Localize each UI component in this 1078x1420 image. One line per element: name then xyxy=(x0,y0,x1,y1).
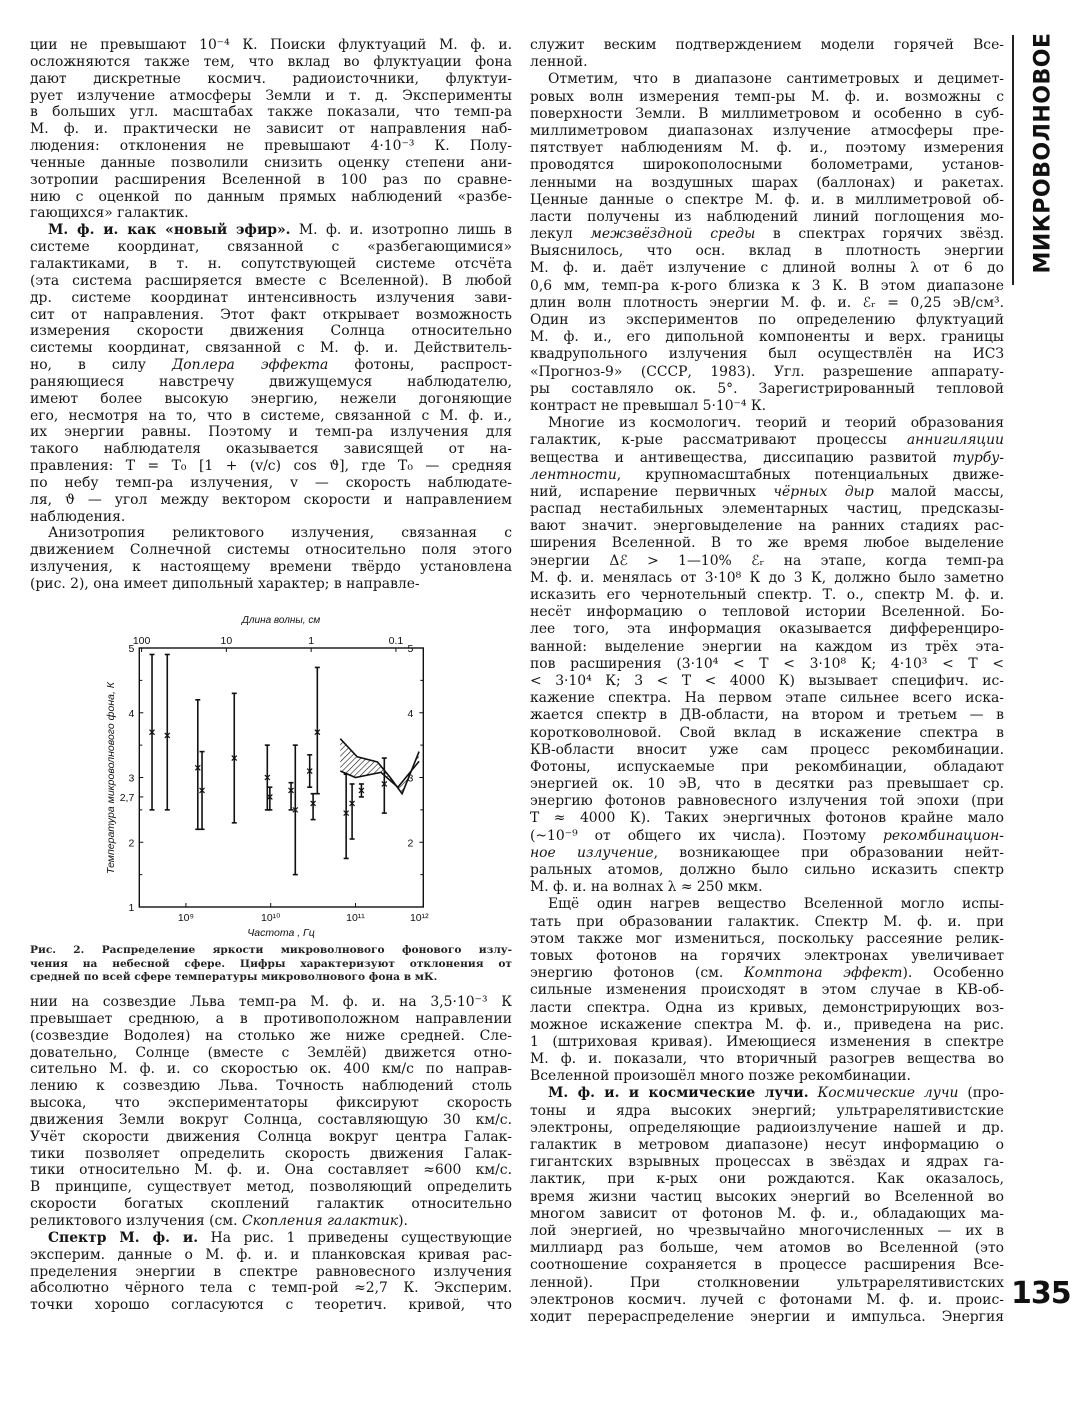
text-line: коротковолновой. Свой вклад в искажение спектра в xyxy=(530,724,1004,741)
text-line: Отметим, что в диапазоне сантиметровых и децимет- xyxy=(548,71,1004,88)
paragraph xyxy=(530,415,1004,896)
bold-heading: М. ф. и. и космические лучи. xyxy=(548,1085,809,1102)
x-tick-label: 10¹¹ xyxy=(346,912,365,924)
text-line: др. системе координат интенсивность излучения зави- xyxy=(30,289,512,306)
text-line: сит от направления. Этот факт открывает возможность xyxy=(30,306,512,323)
text-line: время жизни частиц высоких энергий во Вселенной во xyxy=(530,1188,1004,1205)
text-line: Многие из космологич. теорий и теорий образования xyxy=(548,415,1004,432)
text-line: лой энергией, но чрезвычайно многочисленных — их в xyxy=(530,1222,1004,1239)
text-line: движением Солнечной системы относительно поля этого xyxy=(30,542,512,559)
text-line: ровых волн измерения темп-ры М. ф. и. возможны с xyxy=(530,88,1004,105)
text-line: (созвездие Водолея) на столько же ниже средней. Сле- xyxy=(30,1027,512,1044)
text-line: их энергии равны. Поэтому и темп-ра излучения для xyxy=(30,424,512,441)
text-line: ленной. xyxy=(530,54,588,71)
text-line: ченные данные позволили снизить оценку степени ани- xyxy=(30,154,512,171)
paragraph xyxy=(30,994,512,1230)
x-tick-label: 10⁹ xyxy=(177,912,195,924)
text-line: системы координат, связанной с М. ф. и. Действитель- xyxy=(30,340,512,357)
text-line xyxy=(30,1230,512,1247)
bold-heading: Рис. 2. xyxy=(30,944,85,956)
top-tick-label: 10 xyxy=(220,635,233,647)
text-run: ). xyxy=(398,1212,408,1229)
paragraph xyxy=(530,1085,1004,1326)
paragraph xyxy=(30,525,512,592)
text-line xyxy=(30,222,512,239)
text-run: ний, испарение первичных xyxy=(530,483,774,500)
text-line: этом также мог измениться, поскольку рассеяние релик- xyxy=(530,930,1004,947)
text-run: ). Особенно xyxy=(902,965,1004,982)
text-line xyxy=(530,484,1004,501)
x-tick-label: 10¹² xyxy=(409,912,429,924)
text-run: Распределение яркости микроволнового фонового излу- xyxy=(84,944,512,956)
text-line: миллиметровом диапазонах излучение атмосферы пре- xyxy=(530,122,1004,139)
text-line: жается спектр в ДВ-области, на втором и третьем — в xyxy=(530,707,1004,724)
paragraph xyxy=(30,222,512,525)
paragraph xyxy=(30,37,512,222)
text-line: Вселенной произошёл много позже рекомбинации. xyxy=(530,1068,911,1085)
right-y-tick-label: 2 xyxy=(407,837,414,850)
text-run: в спектрах горячих звёзд. xyxy=(755,226,1004,243)
text-line: М. ф. и. практически не зависит от направления наб- xyxy=(30,121,512,138)
text-line: довательно, Солнце (вместе с Землёй) движется отно- xyxy=(30,1044,512,1061)
text-line: галактиками, в т. н. сопутствующей системе отсчёта xyxy=(30,255,512,272)
text-line: Выяснилось, что осн. вклад в плотность энергии xyxy=(530,243,1004,260)
text-line: Анизотропия реликтового излучения, связанная с xyxy=(48,525,512,542)
text-run: малой массы, xyxy=(873,483,1004,500)
text-line: несёт информацию о тепловой истории Вселенной. Бо- xyxy=(530,604,1004,621)
italic-term: чёрных дыр xyxy=(773,483,874,500)
text-line: энергии Δℰ > 1—10% ℰᵣ на этапе, когда темп-ра xyxy=(530,552,1004,569)
text-line: ции не превышают 10⁻⁴ К. Поиски флуктуаций М. ф. и. xyxy=(30,37,512,53)
bold-heading: Спектр М. ф. и. xyxy=(48,1229,199,1246)
text-run: (~10⁻⁹ от общего их числа). Поэтому xyxy=(530,827,883,844)
text-line: электронов космич. лучей с фотонами М. ф. и. проис- xyxy=(530,1291,1004,1308)
text-line: товых фотонов на горячих электронах увеличивает xyxy=(530,947,1004,964)
text-line: тики относительно М. ф. и. Она составляет ≈600 км/с. xyxy=(30,1162,512,1179)
right-y-tick-label: 3 xyxy=(407,772,414,785)
text-run: лекул xyxy=(530,226,591,243)
italic-term: аннигиляции xyxy=(906,432,1004,449)
text-line: рует излучение атмосферы Земли и т. д. Эксперименты xyxy=(30,87,512,104)
text-line: контраст не превышал 5·10⁻⁴ К. xyxy=(530,397,767,414)
y-axis-label: Температура микроволнового фона, К xyxy=(105,682,117,874)
text-line: пов расширения (3·10⁴ < T < 3·10⁸ К; 4·10³ < T < xyxy=(530,655,1004,672)
text-line: людения: отклонения не превышают 4·10⁻³ К. Полу- xyxy=(30,138,512,155)
top-tick-label: 1 xyxy=(308,635,315,647)
right-y-tick-label: 5 xyxy=(407,643,414,655)
text-line: излучения, к настоящему времени твёрдо установлена xyxy=(30,559,512,576)
running-head: МИКРОВОЛНОВОЕ xyxy=(1030,32,1056,274)
text-line: системе координат, связанной с «разбегающимися» xyxy=(30,239,512,256)
text-line: тоны и ядра высоких энергий; ультрарелятивистские xyxy=(530,1102,1004,1119)
text-run: , возникающее при образовании нейт- xyxy=(653,844,1004,861)
text-line xyxy=(30,357,512,374)
text-line: измерения скорости движения Солнца относительно xyxy=(30,323,512,340)
text-line: квадрупольного излучения был осуществлён на ИСЗ xyxy=(530,346,1004,363)
text-line: проводятся широкополосными болометрами, установ- xyxy=(530,157,1004,174)
text-line: ленной). При столкновении ультрарелятивистских xyxy=(530,1274,1004,1291)
text-line: длин волн плотность энергии М. ф. и. ℰᵣ = 0,25 эВ/см³. xyxy=(530,294,1004,311)
text-line: наблюдения. xyxy=(30,508,126,525)
page-number: 135 xyxy=(1011,1276,1071,1311)
text-line: имеют более высокую энергию, нежели догоняющие xyxy=(30,390,512,407)
text-line: электроны, определяющие радиоизлучение нашей и др. xyxy=(530,1119,1004,1136)
text-line: T ≈ 4000 К). Таких энергичных фотонов крайне мало xyxy=(530,810,1004,827)
text-line: ходит перераспределение энергии и импульса. Энергия xyxy=(530,1308,1004,1325)
text-line: М. ф. и., его дипольной компоненты и верх. границы xyxy=(530,329,1004,346)
text-line: его, несмотря на то, что в системе, связанной с М. ф. и., xyxy=(30,407,512,424)
paragraph xyxy=(30,944,512,985)
text-line: зотропии расширения Вселенной в 100 раз по сравне- xyxy=(30,171,512,188)
text-line: ля, ϑ — угол между вектором скорости и направлением xyxy=(30,491,512,508)
right-column-text xyxy=(530,37,1004,1326)
text-line: многом зависит от фотонов М. ф. и., обладающих ма- xyxy=(530,1205,1004,1222)
text-run: реликтового излучения (см. xyxy=(30,1212,242,1229)
text-line: гигантских взрывных процессах в звёздах и ядрах га- xyxy=(530,1154,1004,1171)
text-run xyxy=(809,1085,818,1101)
text-line: абсолютно чёрного тела с темп-рой ≈2,7 К. Эксперим. xyxy=(30,1280,512,1297)
text-line: КВ-области вносит уже сам процесс рекомбинации. xyxy=(530,741,1004,758)
text-line: тать при образовании галактик. Спектр М. ф. и. при xyxy=(530,913,1004,930)
text-line: ласти получены из наблюдений линий поглощения мо- xyxy=(530,208,1004,225)
text-line: Один из экспериментов по определению флуктуаций xyxy=(530,312,1004,328)
text-line: эксперим. данные о М. ф. и. и планковская кривая рас- xyxy=(30,1246,512,1263)
text-line: лению к созвездию Льва. Точность наблюдений столь xyxy=(30,1078,512,1095)
paragraph xyxy=(530,37,1004,71)
text-run: галактик, к-рые рассматривают процессы xyxy=(530,432,907,449)
text-line: ленными на воздушных шарах (баллонах) и ракетах. xyxy=(530,174,1004,191)
text-run: вещества и антивещества, диссипацию развитой xyxy=(530,449,953,466)
text-line: соотношение сохраняется в процессе расширения Все- xyxy=(530,1257,1004,1274)
plot-area xyxy=(120,635,429,924)
text-line: по небу темп-ра излучения, v — скорость наблюдате- xyxy=(30,474,512,491)
text-line: ласти спектра. Одна из кривых, демонстрирующих воз- xyxy=(530,999,1004,1016)
text-line xyxy=(530,1085,1004,1102)
italic-term: Скопления галактик xyxy=(241,1212,399,1229)
running-head-rule xyxy=(1012,35,1014,285)
left-column-top-text xyxy=(30,37,512,593)
text-run: , крупномасштабных потенциальных движе- xyxy=(616,466,1004,483)
text-line: превышает среднюю, а в противоположном направлении xyxy=(30,1010,512,1027)
text-line: сильные изменения происходят в этом случае в КВ-об- xyxy=(530,982,1004,999)
text-line: М. ф. и. менялась от 3·10⁸ К до 3 К, должно было заметно xyxy=(530,569,1004,586)
bold-heading: М. ф. и. как «новый эфир». xyxy=(48,222,291,239)
paragraph xyxy=(530,71,1004,415)
y-tick-label: 2,7 xyxy=(119,791,135,804)
top-axis-label: Длина волны, см xyxy=(241,615,321,626)
text-line: сительно М. ф. и. со скоростью ок. 400 км/с по направ- xyxy=(30,1061,512,1078)
text-line: 0,6 мм, темп-ра к-рого близка к 3 К. В этом диапазоне xyxy=(530,277,1004,294)
text-line: 1 (штриховая кривая). Имеющиеся изменения в спектре xyxy=(530,1033,1004,1050)
text-line: раняющиеся навстречу движущемуся наблюдателю, xyxy=(30,373,512,390)
text-line: < 3·10⁴ К; 3 < T < 4000 К) вызывает специфич. ис- xyxy=(530,672,1004,689)
italic-term: межзвёздной среды xyxy=(590,226,756,243)
text-line: кажение спектра. На первом этапе сильнее всего иска- xyxy=(530,690,1004,707)
text-line: исказить его чернотельный спектр. Т. о., спектр М. ф. и. xyxy=(530,587,1004,603)
paragraph xyxy=(30,1230,512,1314)
text-line: галактик в метровом диапазоне) несут информацию о xyxy=(530,1137,1004,1153)
text-line: М. ф. и. показали, что вторичный разогрев вещества во xyxy=(530,1051,1004,1068)
text-line: В принципе, существует метод, позволяющий определить xyxy=(30,1179,512,1196)
text-line xyxy=(530,828,1004,845)
text-line: нию с оценкой по данным прямых наблюдений «разбе- xyxy=(30,188,512,205)
text-line: чения на небесной сфере. Цифры характеризуют отклонения от xyxy=(30,957,512,970)
y-tick-label: 3 xyxy=(128,772,135,785)
text-line xyxy=(30,1213,512,1230)
text-line xyxy=(530,845,1004,862)
text-line: распад нестабильных элементарных частиц, предсказы- xyxy=(530,501,1004,518)
text-line: Ценные данные о спектре М. ф. и. в миллиметровой об- xyxy=(530,191,1004,208)
italic-term: рекомбинацион- xyxy=(883,827,1004,844)
italic-term: Комптона эффект xyxy=(744,965,903,982)
paragraph xyxy=(530,896,1004,1085)
y-tick-label: 4 xyxy=(128,707,135,720)
text-line: миллиард раз больше, чем атомов во Вселенной (это xyxy=(530,1240,1004,1257)
top-tick-label: 100 xyxy=(132,635,151,647)
text-line: в больших угл. масштабах также показали, что темп-ра xyxy=(30,104,512,121)
text-line xyxy=(530,467,1004,484)
x-axis-label: Частота , Гц xyxy=(247,927,315,939)
text-run: но, в силу xyxy=(30,357,172,374)
text-line: энергию фотонов равновесного излучения той эпохи (при xyxy=(530,793,1004,810)
plot-frame xyxy=(139,648,423,907)
text-line xyxy=(530,450,1004,467)
text-line: пятствует наблюдениям М. ф. и., поэтому измерения xyxy=(530,140,1004,157)
text-line xyxy=(530,432,1004,449)
text-line: осложняются также тем, что вклад во флуктуации фона xyxy=(30,53,512,70)
text-line: (рис. 2), она имеет дипольный характер; в направле- xyxy=(30,576,420,592)
text-line: «Прогноз-9» (СССР, 1983). Угл. разрешение аппарату- xyxy=(530,363,1004,380)
italic-term: лентности xyxy=(530,466,617,483)
text-line: (эта система расширяется вместе с Вселенной). В любой xyxy=(30,272,512,289)
x-tick-label: 10¹⁰ xyxy=(261,912,281,924)
italic-term: Космические лучи xyxy=(817,1085,959,1102)
top-tick-label: 0.1 xyxy=(388,635,404,647)
text-run: На рис. 1 приведены существующие xyxy=(198,1229,512,1246)
text-line: ширения Вселенной. В то же время любое выделение xyxy=(530,535,1004,552)
text-line: средней по всей сфере температуры микроволнового фона в мК. xyxy=(30,971,438,983)
text-line: тики позволяет определить скорость движения Галак- xyxy=(30,1145,512,1162)
italic-term: ное излучение xyxy=(530,844,654,861)
text-run: энергию фотонов (см. xyxy=(530,965,745,982)
text-run: (про- xyxy=(958,1085,1004,1102)
text-line: движения Земли вокруг Солнца, составляющую 30 км/с. xyxy=(30,1111,512,1128)
text-line: дают дискретные космич. радиоисточники, флуктуи- xyxy=(30,70,512,87)
text-line: высока, что экспериментаторы фиксируют скорость xyxy=(30,1095,512,1112)
left-column-bottom-text xyxy=(30,994,512,1314)
y-tick-label: 5 xyxy=(128,643,135,655)
text-line: Учёт скорости движения Солнца вокруг центра Галак- xyxy=(30,1128,512,1145)
text-line: Фотоны, испускаемые при рекомбинации, обладают xyxy=(530,758,1004,775)
text-line: нии на созвездие Льва темп-ра М. ф. и. на 3,5·10⁻³ К xyxy=(30,994,512,1010)
text-line: М. ф. и. даёт излучение с длиной волны λ от 6 до xyxy=(530,260,1004,277)
figure-2-chart xyxy=(90,610,470,940)
text-line: лактик, при к-рых они рождаются. Как оказалось, xyxy=(530,1171,1004,1188)
text-line: служит веским подтверждением модели горячей Все- xyxy=(530,37,1004,53)
text-line: можное искажение спектра М. ф. и., приведена на рис. xyxy=(530,1016,1004,1033)
text-line xyxy=(30,944,512,958)
text-line: пределения энергии в спектре равновесного излучения xyxy=(30,1263,512,1280)
text-line: ванной: выделение энергии на каждом из трёх эта- xyxy=(530,638,1004,655)
text-line: точки хорошо согласуются с теоретич. кривой, что xyxy=(30,1297,512,1314)
text-line: лее того, эта информация оказывается дифференциро- xyxy=(530,621,1004,638)
text-line: скорости богатых скоплений галактик относительно xyxy=(30,1196,512,1213)
text-run: М. ф. и. изотропно лишь в xyxy=(290,222,512,239)
y-tick-label: 1 xyxy=(128,902,135,914)
text-run: фотоны, распрост- xyxy=(328,357,512,374)
text-line: Ещё один нагрев вещество Вселенной могло испы- xyxy=(548,896,1004,913)
text-line: М. ф. и. на волнах λ ≈ 250 мкм. xyxy=(530,879,763,896)
text-line: ральных атомов, должно было сильно исказить спектр xyxy=(530,862,1004,878)
right-y-tick-label: 4 xyxy=(407,707,414,720)
text-line: правления: T = T₀ [1 + (v/c) cos ϑ], где T₀ — средняя xyxy=(30,458,512,475)
text-line: такого наблюдателя оказывается зависящей от на- xyxy=(30,441,512,458)
text-line xyxy=(530,226,1004,243)
text-line: энергией ок. 10 эВ, что в десятки раз превышает ср. xyxy=(530,776,1004,793)
text-line: поверхности Земли. В миллиметровом и особенно в суб- xyxy=(530,105,1004,122)
text-line: вают значит. энерговыделение на ранних стадиях рас- xyxy=(530,518,1004,535)
text-line xyxy=(530,965,1004,982)
italic-term: турбу- xyxy=(952,449,1004,466)
text-line: ры составляло ок. 5°. Зарегистрированный тепловой xyxy=(530,380,1004,397)
italic-term: Доплера эффекта xyxy=(171,357,329,374)
figure-caption xyxy=(30,944,512,985)
text-line: гающихся» галактик. xyxy=(30,205,189,222)
y-tick-label: 2 xyxy=(128,837,135,850)
